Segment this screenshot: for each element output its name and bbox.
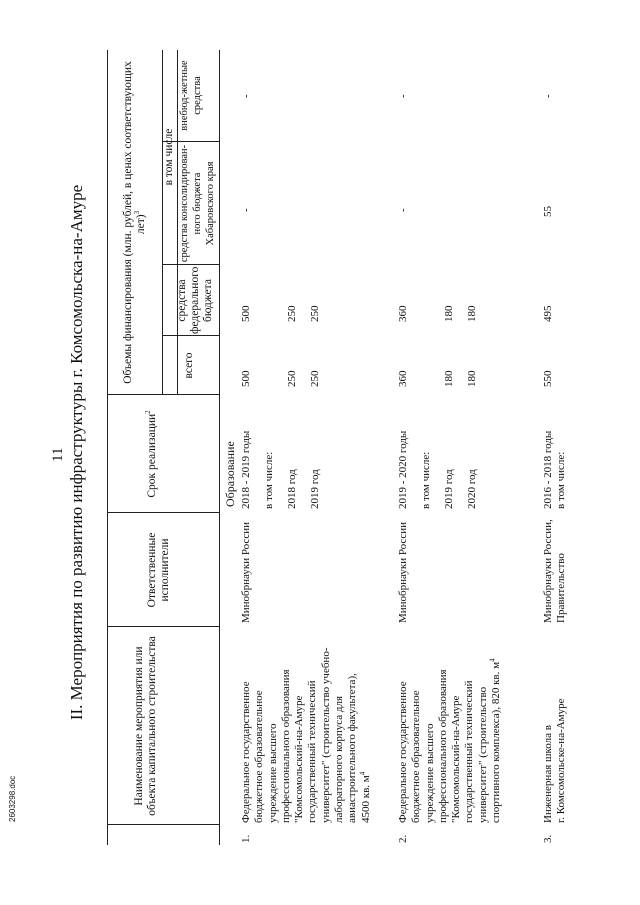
- federal-value: 180: [466, 305, 478, 322]
- executor-line: Правительство: [555, 553, 568, 623]
- row-total: [397, 371, 479, 388]
- row-regional: -: [240, 208, 252, 212]
- federal-value: [420, 306, 443, 323]
- row-executor: Минобрнауки России: [397, 522, 409, 623]
- name-line: государственный технический: [306, 680, 319, 823]
- header-volumes-text: Объемы финансирования (млн. рублей, в ценах соответствующих лет): [122, 61, 147, 384]
- footer-doc-code: 2603298.doc: [8, 775, 17, 822]
- name-line: учреждение высшего: [423, 723, 436, 823]
- row-regional: 55: [542, 206, 554, 217]
- term-line: 2019 - 2020 годы: [397, 430, 409, 509]
- federal-value: [263, 306, 286, 323]
- term-line: 2019 год: [443, 469, 455, 509]
- row-total: [240, 371, 322, 388]
- header-volumes: [122, 52, 148, 393]
- total-value: [420, 371, 443, 388]
- name-line: университет" (строительство: [476, 686, 489, 823]
- federal-value: 250: [286, 305, 298, 322]
- name-line: "Комсомольский-на-Амуре: [293, 695, 306, 823]
- footnote-sup: 4: [488, 658, 497, 662]
- row-name: [240, 628, 373, 823]
- total-value: 360: [397, 370, 409, 387]
- total-value: 250: [286, 370, 298, 387]
- name-line: авиастроительного факультета),: [346, 673, 359, 823]
- term-line: в том числе:: [263, 451, 275, 509]
- term-line: в том числе:: [555, 451, 568, 509]
- row-term: [542, 431, 569, 509]
- row-extrabudget: -: [397, 94, 409, 98]
- term-line: 2019 год: [309, 469, 321, 509]
- row-term: [240, 431, 322, 509]
- row-total: 550: [542, 370, 554, 387]
- header-volumes-sup: 3: [133, 210, 142, 215]
- row-federal: [397, 306, 479, 323]
- federal-value: 180: [443, 305, 455, 322]
- row-number: 2.: [397, 834, 409, 843]
- header-regional: средства консолидирован-ного бюджета Хабаровского края: [179, 144, 216, 263]
- row-federal: 495: [542, 305, 554, 322]
- name-line: бюджетное образовательное: [410, 690, 423, 823]
- term-line: 2016 - 2018 годы: [542, 430, 554, 509]
- section-title: II. Мероприятия по развитию инфраструктуры г. Комсомольска-на-Амуре: [67, 184, 86, 721]
- name-line-last: [360, 628, 373, 823]
- name-line: Федеральное государственное: [397, 681, 409, 823]
- row-number: 1.: [240, 834, 252, 843]
- federal-value: 360: [397, 305, 409, 322]
- section-education: Образование: [223, 441, 237, 507]
- row-extrabudget: -: [542, 94, 554, 98]
- total-value: 250: [309, 370, 321, 387]
- name-line-last: [490, 628, 503, 823]
- page-number: 11: [50, 447, 66, 462]
- name-line: учреждение высшего: [266, 723, 279, 823]
- row-extrabudget: -: [240, 94, 252, 98]
- name-line: г. Комсомольске-на-Амуре: [555, 698, 568, 823]
- name-line: Инженерная школа в: [542, 725, 554, 823]
- row-name: [542, 628, 569, 823]
- term-line: 2018 - 2019 годы: [240, 430, 252, 509]
- name-line: бюджетное образовательное: [253, 690, 266, 823]
- total-value: [263, 371, 286, 388]
- row-executor: Минобрнауки России: [240, 522, 252, 623]
- total-value: 180: [466, 370, 478, 387]
- federal-value: 250: [309, 305, 321, 322]
- row-federal: [240, 306, 322, 323]
- header-term: [146, 397, 159, 511]
- row-executor: [542, 519, 569, 623]
- executor-line: Минобрнауки России,: [542, 519, 554, 623]
- name-line: Федеральное государственное: [240, 681, 252, 823]
- header-extrabudget: внебюд-жетные средства: [179, 60, 203, 131]
- name-line: университет" (строительство учебно-: [319, 647, 332, 823]
- header-name: Наименование мероприятия или объекта капитального строительства: [133, 636, 158, 816]
- total-value: 500: [240, 370, 252, 387]
- name-line: государственный технический: [463, 680, 476, 823]
- header-in-that-number: в том числе: [163, 128, 175, 186]
- name-line: спортивного комплекса), 820 кв. м: [490, 661, 503, 823]
- row-term: [397, 431, 479, 509]
- total-value: 180: [443, 370, 455, 387]
- row-regional: -: [397, 208, 409, 212]
- header-executors: Ответственные исполнители: [146, 532, 171, 608]
- row-number: 3.: [542, 834, 554, 843]
- header-term-text: Срок реализации: [146, 413, 158, 498]
- name-line: профессионального образования: [279, 669, 292, 823]
- term-line: 2020 год: [466, 469, 478, 509]
- header-term-sup: 2: [144, 410, 153, 414]
- term-line: в том числе:: [420, 451, 432, 509]
- name-line: лабораторного корпуса для: [333, 695, 346, 823]
- footnote-sup: 4: [358, 771, 367, 776]
- federal-value: 500: [240, 305, 252, 322]
- name-line: 4500 кв. м: [359, 775, 372, 823]
- header-federal: средства федерального бюджета: [176, 266, 214, 334]
- name-line: профессионального образования: [436, 669, 449, 823]
- term-line: 2018 год: [286, 469, 298, 509]
- name-line: "Комсомольский-на-Амуре: [450, 695, 463, 823]
- header-total: всего: [183, 352, 195, 379]
- row-name: [397, 628, 503, 823]
